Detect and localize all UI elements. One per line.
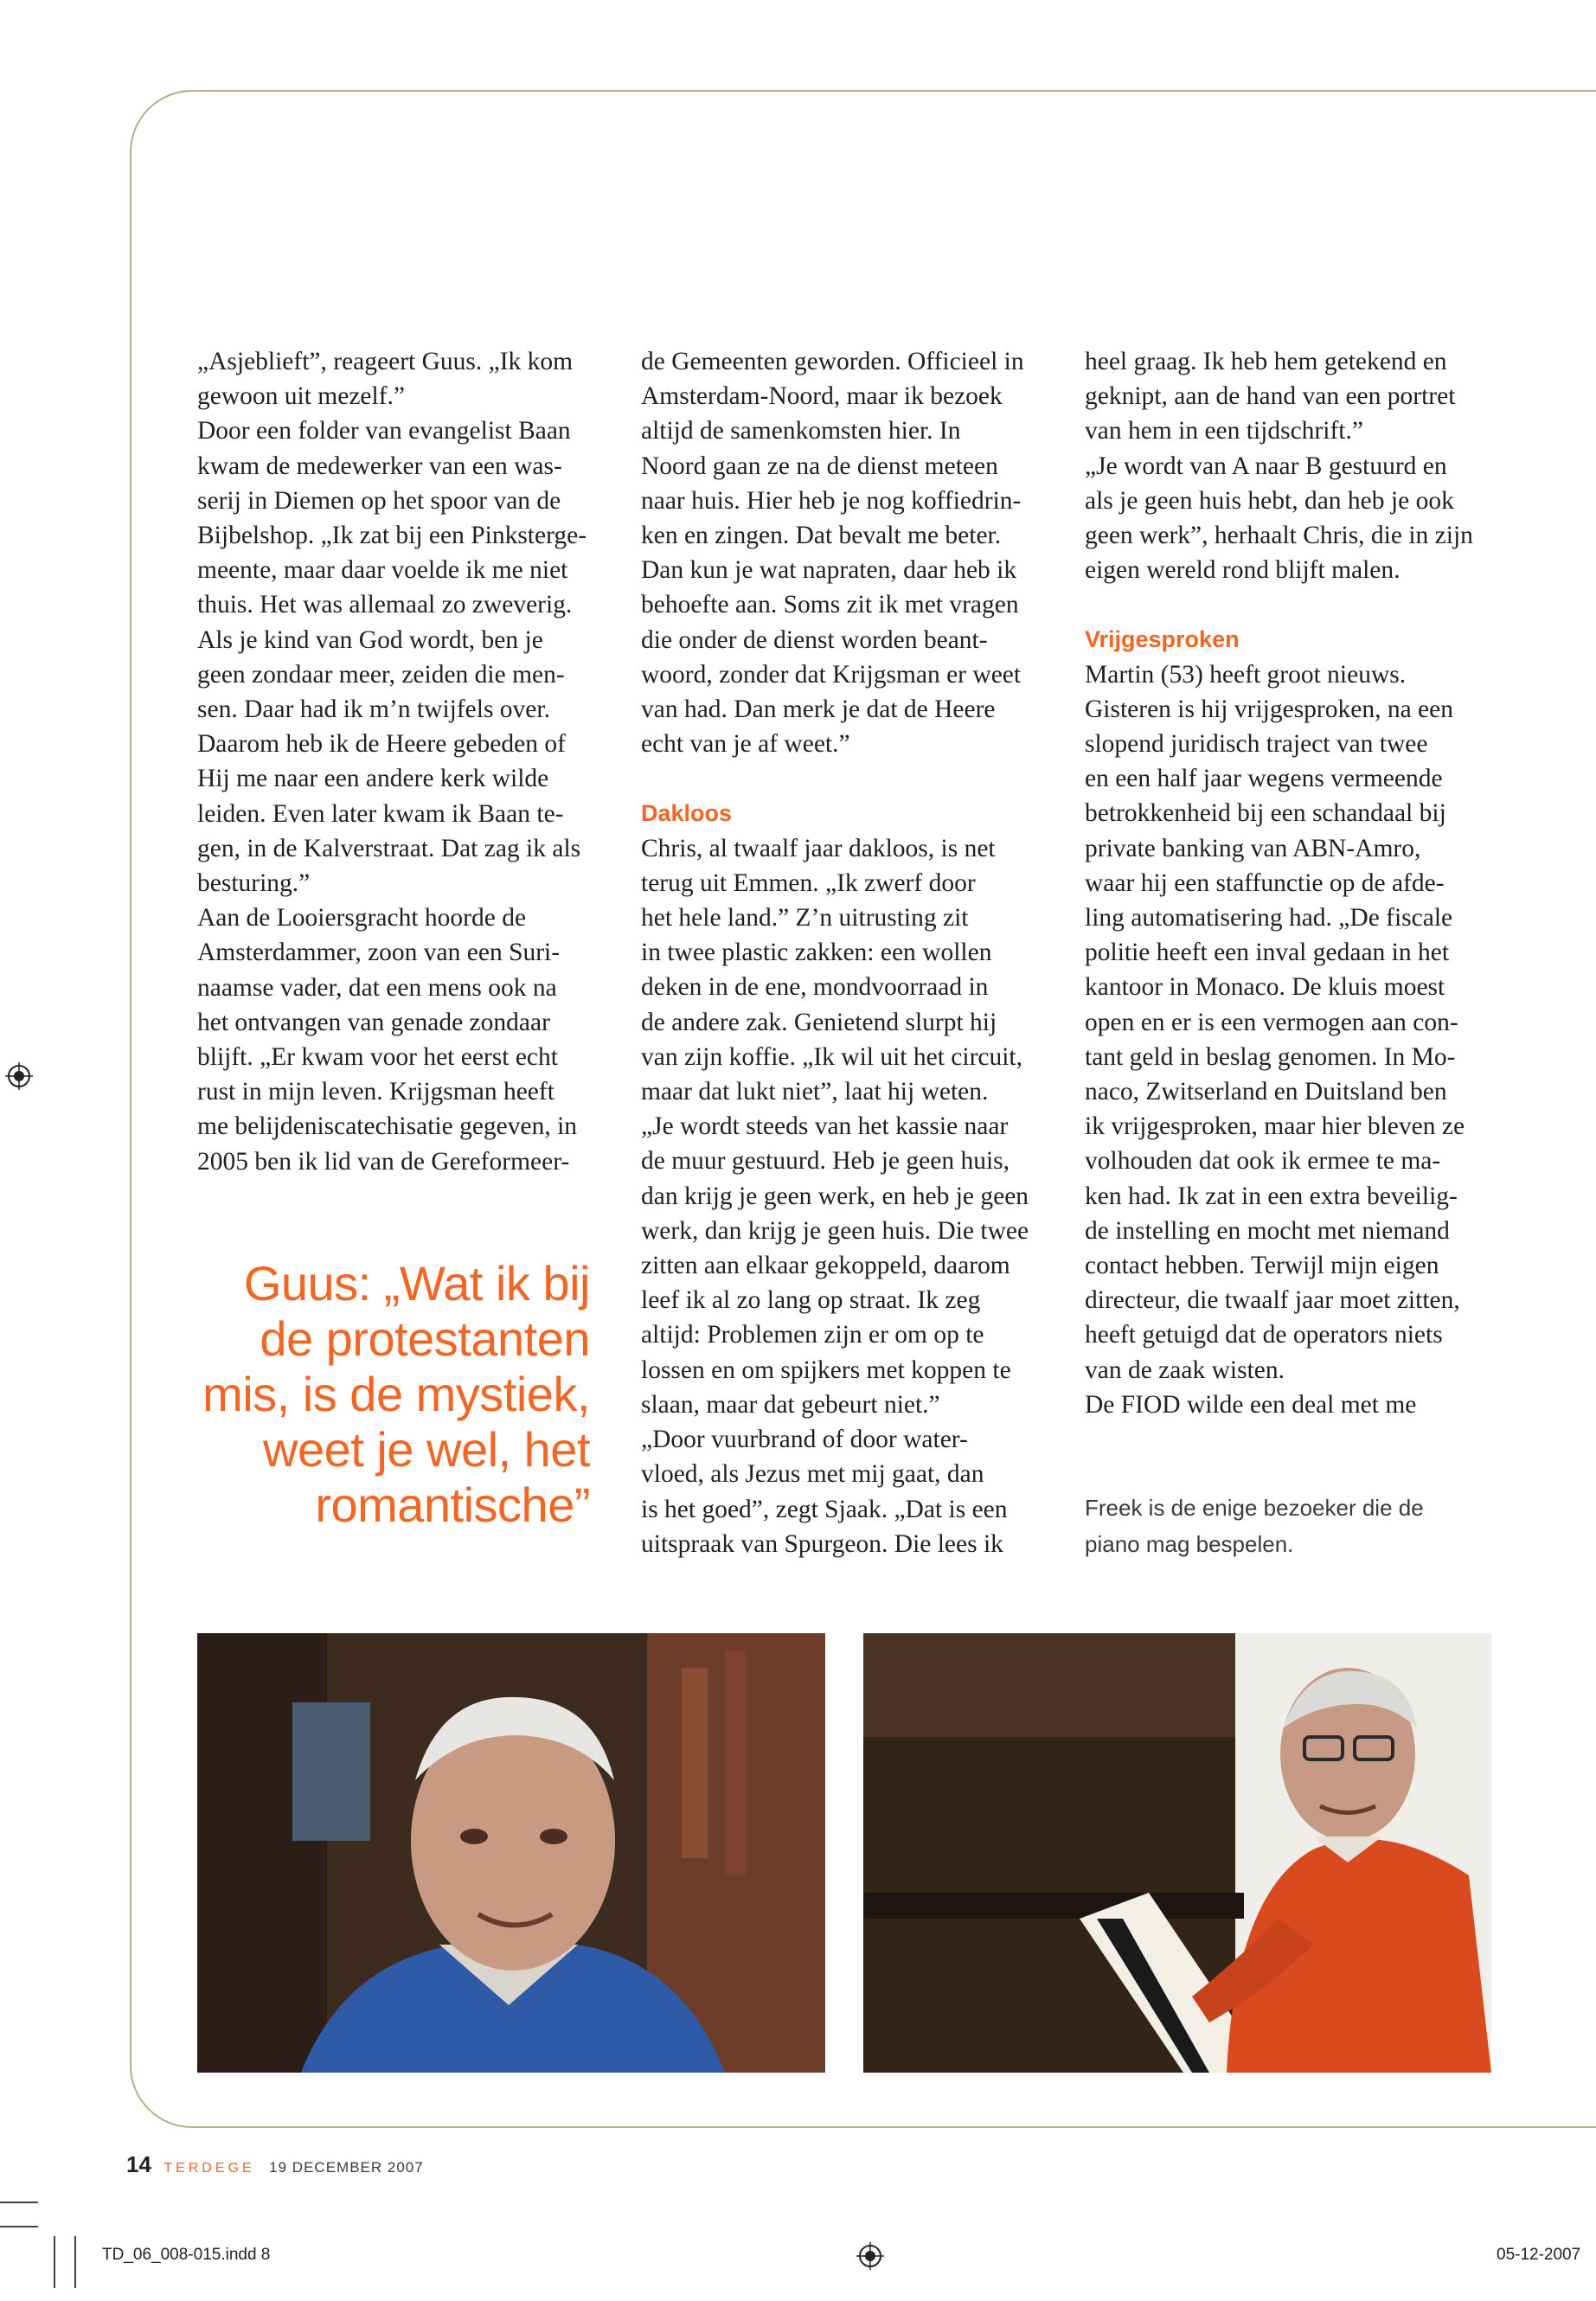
caption-line: piano mag bespelen.: [1085, 1531, 1294, 1557]
crop-mark: [54, 2236, 55, 2288]
photo-guus-illustration: [197, 1633, 825, 2073]
body-text-line: lossen en om spijkers met koppen te: [641, 1356, 1011, 1384]
body-text-line: politie heeft een inval gedaan in het: [1085, 939, 1450, 967]
body-text-line: ik vrijgesproken, maar hier bleven ze: [1085, 1112, 1465, 1141]
body-text-line: geen werk”, herhaalt Chris, die in zijn: [1085, 522, 1473, 550]
body-text-line: contact hebben. Terwijl mijn eigen: [1085, 1252, 1439, 1280]
body-text-line: gewoon uit mezelf.”: [197, 382, 406, 411]
body-text-line: kantoor in Monaco. De kluis moest: [1085, 973, 1445, 1002]
body-text-line: die onder de dienst worden beant-: [641, 625, 988, 654]
body-text-line: uitspraak van Spurgeon. Die lees ik: [641, 1529, 1003, 1558]
body-text-line: het hele land.” Z’n uitrusting zit: [641, 904, 969, 933]
registration-mark-icon: [5, 1062, 33, 1090]
body-text-line: rust in mijn leven. Krijgsman heeft: [197, 1078, 554, 1106]
body-text-line: geen zondaar meer, zeiden die men-: [197, 660, 565, 689]
subhead-dakloos: Dakloos: [641, 800, 733, 827]
body-text-line: „Asjeblieft”, reageert Guus. „Ik kom: [197, 348, 574, 375]
body-text-line: gen, in de Kalverstraat. Dat zag ik als: [197, 834, 581, 862]
body-text-line: de instelling en mocht met niemand: [1085, 1216, 1450, 1245]
photo-guus-portrait: [197, 1633, 825, 2073]
body-text-line: besturing.”: [197, 869, 311, 898]
body-text-line: Gisteren is hij vrijgesproken, na een: [1085, 695, 1453, 723]
body-text-line: Amsterdammer, zoon van een Suri-: [197, 939, 561, 967]
body-text-line: van zijn koffie. „Ik wil uit het circuit,: [641, 1042, 1023, 1071]
body-text-line: „Door vuurbrand of door water-: [641, 1426, 968, 1454]
body-text-line: meente, maar daar voelde ik me niet: [197, 556, 568, 585]
body-text-line: serij in Diemen op het spoor van de: [197, 486, 561, 515]
body-text-line: tant geld in beslag genomen. In Mo-: [1085, 1042, 1456, 1071]
body-text-line: ling automatisering had. „De fiscale: [1085, 904, 1453, 933]
body-text-line: slaan, maar dat gebeurt niet.”: [641, 1390, 940, 1419]
body-text-line: van de zaak wisten.: [1085, 1356, 1285, 1384]
body-text-line: sen. Daar had ik m’n twijfels over.: [197, 695, 550, 724]
body-text-line: Door een folder van evangelist Baan: [197, 417, 571, 445]
body-text-line: de andere zak. Genietend slurpt hij: [641, 1008, 997, 1036]
body-text-line: dan krijg je geen werk, en heb je geen: [641, 1182, 1029, 1210]
body-text-line: thuis. Het was allemaal zo zweverig.: [197, 591, 573, 619]
pull-quote-line: de protestanten: [260, 1311, 590, 1366]
body-text-line: waar hij een staffunctie op de afde-: [1085, 868, 1445, 897]
magazine-name: TERDEGE: [163, 2161, 255, 2176]
crop-mark: [0, 2202, 38, 2203]
body-text-line: Amsterdam-Noord, maar ik bezoek: [641, 382, 1003, 411]
body-text-line: maar dat lukt niet”, laat hij weten.: [641, 1078, 989, 1106]
crop-mark: [0, 2226, 38, 2227]
pull-quote-line: mis, is de mystiek,: [202, 1367, 590, 1421]
body-text-line: Hij me naar een andere kerk wilde: [197, 765, 549, 793]
body-text-line: deken in de ene, mondvoorraad in: [641, 973, 989, 1002]
body-text-line: leef ik al zo lang op straat. Ik zeg: [641, 1286, 981, 1315]
body-text-line: zitten aan elkaar gekoppeld, daarom: [641, 1252, 1010, 1280]
body-text-line: in twee plastic zakken: een wollen: [641, 939, 992, 967]
body-text-line: heel graag. Ik heb hem getekend en: [1085, 348, 1447, 375]
body-text-line: heeft getuigd dat de operators niets: [1085, 1321, 1443, 1349]
body-text-line: als je geen huis hebt, dan heb je ook: [1085, 486, 1454, 515]
body-text-line: open en er is een vermogen aan con-: [1085, 1008, 1458, 1036]
page-footer: [126, 2151, 424, 2178]
body-text-line: ken en zingen. Dat bevalt me beter.: [641, 522, 1002, 550]
body-text-line: Martin (53) heeft groot nieuws.: [1085, 660, 1407, 689]
body-text-line: naco, Zwitserland en Duitsland ben: [1085, 1078, 1447, 1106]
body-text-line: altijd: Problemen zijn er om op te: [641, 1321, 984, 1349]
body-text-line: Noord gaan ze na de dienst meteen: [641, 452, 998, 480]
body-text-line: de Gemeenten geworden. Officieel in: [641, 348, 1024, 375]
article-column-2: [641, 344, 1056, 1561]
body-text-line: de muur gestuurd. Heb je geen huis,: [641, 1147, 1010, 1176]
body-text-line: private banking van ABN-Amro,: [1085, 834, 1421, 862]
pull-quote-line: romantische”: [315, 1477, 590, 1532]
body-text-line: „Je wordt steeds van het kassie naar: [641, 1112, 1009, 1141]
pull-quote-line: weet je wel, het: [263, 1422, 590, 1477]
body-text-line: van had. Dan merk je dat de Heere: [641, 695, 996, 724]
body-text-line: betrokkenheid bij een schandaal bij: [1085, 799, 1446, 828]
body-text-line: Bijbelshop. „Ik zat bij een Pinksterge-: [197, 522, 587, 550]
body-text-line: slopend juridisch traject van twee: [1085, 730, 1428, 759]
body-text-line: Dan kun je wat napraten, daar heb ik: [641, 556, 1017, 585]
body-text-line: het ontvangen van genade zondaar: [197, 1008, 550, 1036]
slug-date: 05-12-2007: [1497, 2246, 1581, 2264]
body-text-line: woord, zonder dat Krijgsman er weet: [641, 660, 1022, 689]
body-text-line: „Je wordt van A naar B gestuurd en: [1085, 452, 1447, 480]
body-text-line: behoefte aan. Soms zit ik met vragen: [641, 591, 1019, 619]
body-text-line: geknipt, aan de hand van een portret: [1085, 382, 1456, 411]
body-text-line: blijft. „Er kwam voor het eerst echt: [197, 1043, 558, 1072]
body-text-line: van hem in een tijdschrift.”: [1085, 417, 1363, 445]
body-text-line: terug uit Emmen. „Ik zwerf door: [641, 868, 976, 897]
body-text-line: echt van je af weet.”: [641, 730, 850, 759]
caption-line: Freek is de enige bezoeker die de: [1085, 1495, 1424, 1521]
body-text-line: volhouden dat ook ik ermee te ma-: [1085, 1147, 1441, 1176]
body-text-line: directeur, die twaalf jaar moet zitten,: [1085, 1286, 1460, 1315]
pull-quote-line: Guus: „Wat ik bij: [243, 1256, 590, 1311]
photo-caption: [1085, 1490, 1500, 1562]
pull-quote: [173, 1256, 590, 1533]
body-text-line: Chris, al twaalf jaar dakloos, is net: [641, 834, 996, 862]
article-column-3: [1085, 344, 1509, 1422]
body-text-line: naamse vader, dat een mens ook na: [197, 973, 557, 1002]
slug-file: TD_06_008-015.indd 8: [102, 2246, 271, 2264]
body-text-line: Aan de Looiersgracht hoorde de: [197, 904, 527, 933]
page-number: 14: [126, 2151, 151, 2177]
subhead-vrijgesproken: Vrijgesproken: [1085, 626, 1240, 653]
body-text-line: vloed, als Jezus met mij gaat, dan: [641, 1460, 984, 1489]
article-column-1: [197, 344, 604, 1179]
body-text-line: ken had. Ik zat in een extra beveilig-: [1085, 1182, 1458, 1210]
body-text-line: De FIOD wilde een deal met me: [1085, 1390, 1417, 1419]
issue-date: 19 DECEMBER 2007: [269, 2159, 424, 2176]
body-text-line: me belijdeniscatechisatie gegeven, in: [197, 1112, 578, 1141]
body-text-line: leiden. Even later kwam ik Baan te-: [197, 799, 564, 828]
body-text-line: en een half jaar wegens vermeende: [1085, 765, 1443, 793]
body-text-line: kwam de medewerker van een was-: [197, 452, 562, 480]
body-text-line: naar huis. Hier heb je nog koffiedrin-: [641, 486, 1022, 515]
body-text-line: 2005 ben ik lid van de Gereformeer-: [197, 1147, 570, 1176]
photo-freek-illustration: [863, 1633, 1491, 2073]
body-text-line: werk, dan krijg je geen huis. Die twee: [641, 1216, 1029, 1245]
body-text-line: eigen wereld rond blijft malen.: [1085, 556, 1401, 585]
photo-freek-piano: [863, 1633, 1491, 2073]
registration-mark-icon: [856, 2242, 884, 2270]
crop-mark: [74, 2236, 76, 2288]
body-text-line: Als je kind van God wordt, ben je: [197, 625, 543, 654]
body-text-line: is het goed”, zegt Sjaak. „Dat is een: [641, 1495, 1008, 1523]
body-text-line: Daarom heb ik de Heere gebeden of: [197, 730, 566, 759]
body-text-line: altijd de samenkomsten hier. In: [641, 417, 961, 445]
